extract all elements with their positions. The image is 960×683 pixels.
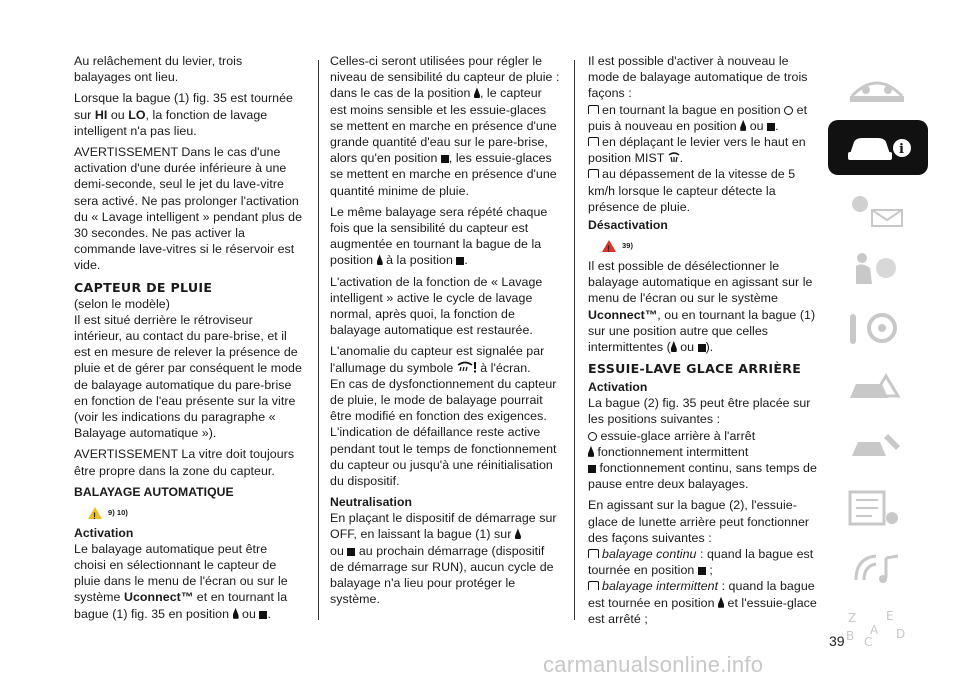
intermittent-drop-icon [515, 528, 521, 539]
svg-text:i: i [899, 142, 904, 157]
chapter-tabs [828, 60, 928, 660]
subheading-activation: Activation [74, 525, 134, 540]
continuous-square-icon [767, 123, 775, 131]
svg-text:Z: Z [848, 611, 857, 625]
svg-text:C: C [864, 635, 873, 648]
continuous-square-icon [698, 567, 706, 575]
text-column-2 [330, 53, 560, 613]
warning-paragraph: AVERTISSEMENT Dans le cas d'une activation d'une durée inférieure à une demi-seconde, seul le jet du lave-vitre sera activé. Ne pas prolonger l'activation du « Lavage intelligent » pendant plus de 30 secondes. Ne pas activer la commande lave-vitres si le réservoir est vide. [74, 145, 303, 273]
warning-reference [602, 236, 818, 256]
steering-icon [842, 308, 912, 348]
paragraph: Le balayage automatique peut être choisi en sélectionnant le capteur de pluie dans le menu de l'écran ou sur le système Uconnect™ et en tournant la bague (1) fig. 35 en position ou . [74, 541, 288, 621]
tab-dashboard[interactable] [828, 60, 928, 115]
bullet-icon [588, 549, 599, 558]
svg-text:B: B [846, 629, 855, 643]
technical-data-icon [842, 488, 912, 528]
subheading-balayage: BALAYAGE AUTOMATIQUE [74, 484, 234, 499]
mist-icon [668, 152, 680, 163]
tab-lights-warnings[interactable] [828, 180, 928, 235]
page-number: 39 [829, 633, 845, 649]
airbag-icon [842, 248, 912, 288]
off-circle-icon [784, 106, 793, 115]
emergency-car-icon [842, 368, 912, 408]
list-item: en tournant la bague en position et puis à nouveau en position ou . [588, 102, 808, 133]
subheading-neutralisation: Neutralisation [330, 495, 412, 510]
danger-icon [602, 240, 616, 252]
section-heading-capteur: CAPTEUR DE PLUIE [74, 279, 213, 295]
tab-car-info[interactable] [828, 120, 928, 175]
index-icon [842, 608, 912, 648]
tab-airbag[interactable] [828, 240, 928, 295]
warning-reference [88, 503, 302, 523]
continuous-square-icon [441, 155, 449, 163]
dashboard-icon [842, 68, 912, 108]
subheading-desactivation: Désactivation [588, 218, 668, 233]
off-circle-icon [588, 432, 597, 441]
intermittent-drop-icon [588, 446, 594, 457]
paragraph: En agissant sur la bague (2), l'essuie-glace de lunette arrière peut fonctionner des façons suivantes : [588, 498, 810, 545]
lights-warning-icon [842, 188, 912, 228]
continuous-square-icon [698, 344, 706, 352]
paragraph: Celles-ci seront utilisées pour régler le niveau de sensibilité du capteur de pluie : dans le cas de la position , le capteur est moins sensible et les essuie-glaces se mettent en marche en présence d'une grande quantité d'eau sur le pare-brise, alors qu'en position , les essuie-glaces se mettent en marche en présence d'une quantité minime de pluie. [330, 54, 560, 198]
paragraph: L'activation de la fonction de « Lavage intelligent » active le cycle de lavage normal, après quoi, la fonction de balayage automatique est restaurée. [330, 274, 543, 338]
section-heading-essuie: ESSUIE-LAVE GLACE ARRIÈRE [588, 361, 802, 377]
tab-technical-data[interactable] [828, 480, 928, 535]
paragraph: En cas de dysfonctionnement du capteur de pluie, le mode de balayage pourrait être modifié en fonction des exigences. L'indication de défaillance reste active pendant tout le temps de fonctionnement du capteur ou jusqu'à une réinitialisation du dispositif. [330, 376, 557, 489]
paragraph: En plaçant le dispositif de démarrage sur OFF, en laissant la bague (1) sur ou au prochain démarrage (dispositif de démarrage sur RUN), aucun cycle de balayage n'a lieu pour protéger le système. [330, 511, 557, 607]
column-divider [574, 60, 575, 620]
watermark: carmanualsonline.info [543, 652, 764, 677]
list-item: balayage intermittent : quand la bague est tournée en position et l'essuie-glace est arrêté ; [588, 579, 817, 626]
list-item: essuie-glace arrière à l'arrêt [588, 428, 818, 444]
list-item: au dépassement de la vitesse de 5 km/h lorsque le capteur détecte la présence de pluie. [588, 167, 796, 214]
rain-sensor-fault-icon [457, 361, 477, 373]
paragraph: La bague (2) fig. 35 peut être placée sur les positions suivantes : [588, 396, 811, 427]
paragraph: Au relâchement du levier, trois balayages ont lieu. [74, 54, 243, 85]
paragraph: Il est possible de désélectionner le balayage automatique en agissant sur le menu de l'écran ou sur le système Uconnect™, ou en tournant la bague (1) sur une position autre que celles intermittentes ( ou ). [588, 259, 816, 355]
model-note: (selon le modèle) [74, 296, 170, 311]
bullet-icon [588, 105, 599, 114]
svg-text:D: D [896, 627, 906, 641]
text-column-1 [74, 53, 302, 627]
bullet-icon [588, 169, 599, 178]
bullet-icon [588, 137, 599, 146]
paragraph: Il est possible d'activer à nouveau le mode de balayage automatique de trois façons : [588, 54, 808, 101]
list-item: en déplaçant le levier vers le haut en position MIST . [588, 135, 806, 166]
paragraph: Lorsque la bague (1) fig. 35 est tournée sur HI ou LO, la fonction de lavage intelligent n'a pas lieu. [74, 91, 293, 138]
text-column-3 [588, 53, 818, 627]
maintenance-icon [842, 428, 912, 468]
tab-maintenance[interactable] [828, 420, 928, 475]
warning-refs: 9) 10) [108, 507, 128, 517]
warning-refs: 39) [622, 240, 633, 250]
paragraph: Il est situé derrière le rétroviseur intérieur, au contact du pare-brise, et il est en mesure de relever la présence de pluie et de gérer par conséquent le mode de balayage automatique du pare-brise en fonction de l'eau présente sur la vitre (voir les indications du paragraphe « Balayage automatique »). [74, 312, 302, 441]
svg-text:A: A [870, 623, 879, 637]
tab-emergency[interactable] [828, 360, 928, 415]
continuous-square-icon [588, 465, 596, 473]
car-info-icon [842, 128, 912, 168]
subheading-activation: Activation [588, 380, 648, 395]
list-item: fonctionnement continu, sans temps de pause entre deux balayages. [588, 461, 817, 492]
list-item: fonctionnement intermittent [588, 444, 818, 460]
paragraph: Le même balayage sera répété chaque fois que la sensibilité du capteur est augmentée en tournant la bague de la position à la position . [330, 204, 548, 268]
tab-steering[interactable] [828, 300, 928, 355]
warning-paragraph: AVERTISSEMENT La vitre doit toujours être propre dans la zone du capteur. [74, 447, 295, 478]
list-item: balayage continu : quand la bague est tournée en position ; [588, 547, 814, 578]
svg-text:E: E [886, 609, 894, 623]
paragraph: L'anomalie du capteur est signalée par l'allumage du symbole à l'écran. [330, 344, 545, 375]
warning-icon [88, 507, 102, 519]
multimedia-icon [842, 548, 912, 588]
tab-multimedia[interactable] [828, 540, 928, 595]
bullet-icon [588, 581, 599, 590]
column-divider [318, 60, 319, 620]
